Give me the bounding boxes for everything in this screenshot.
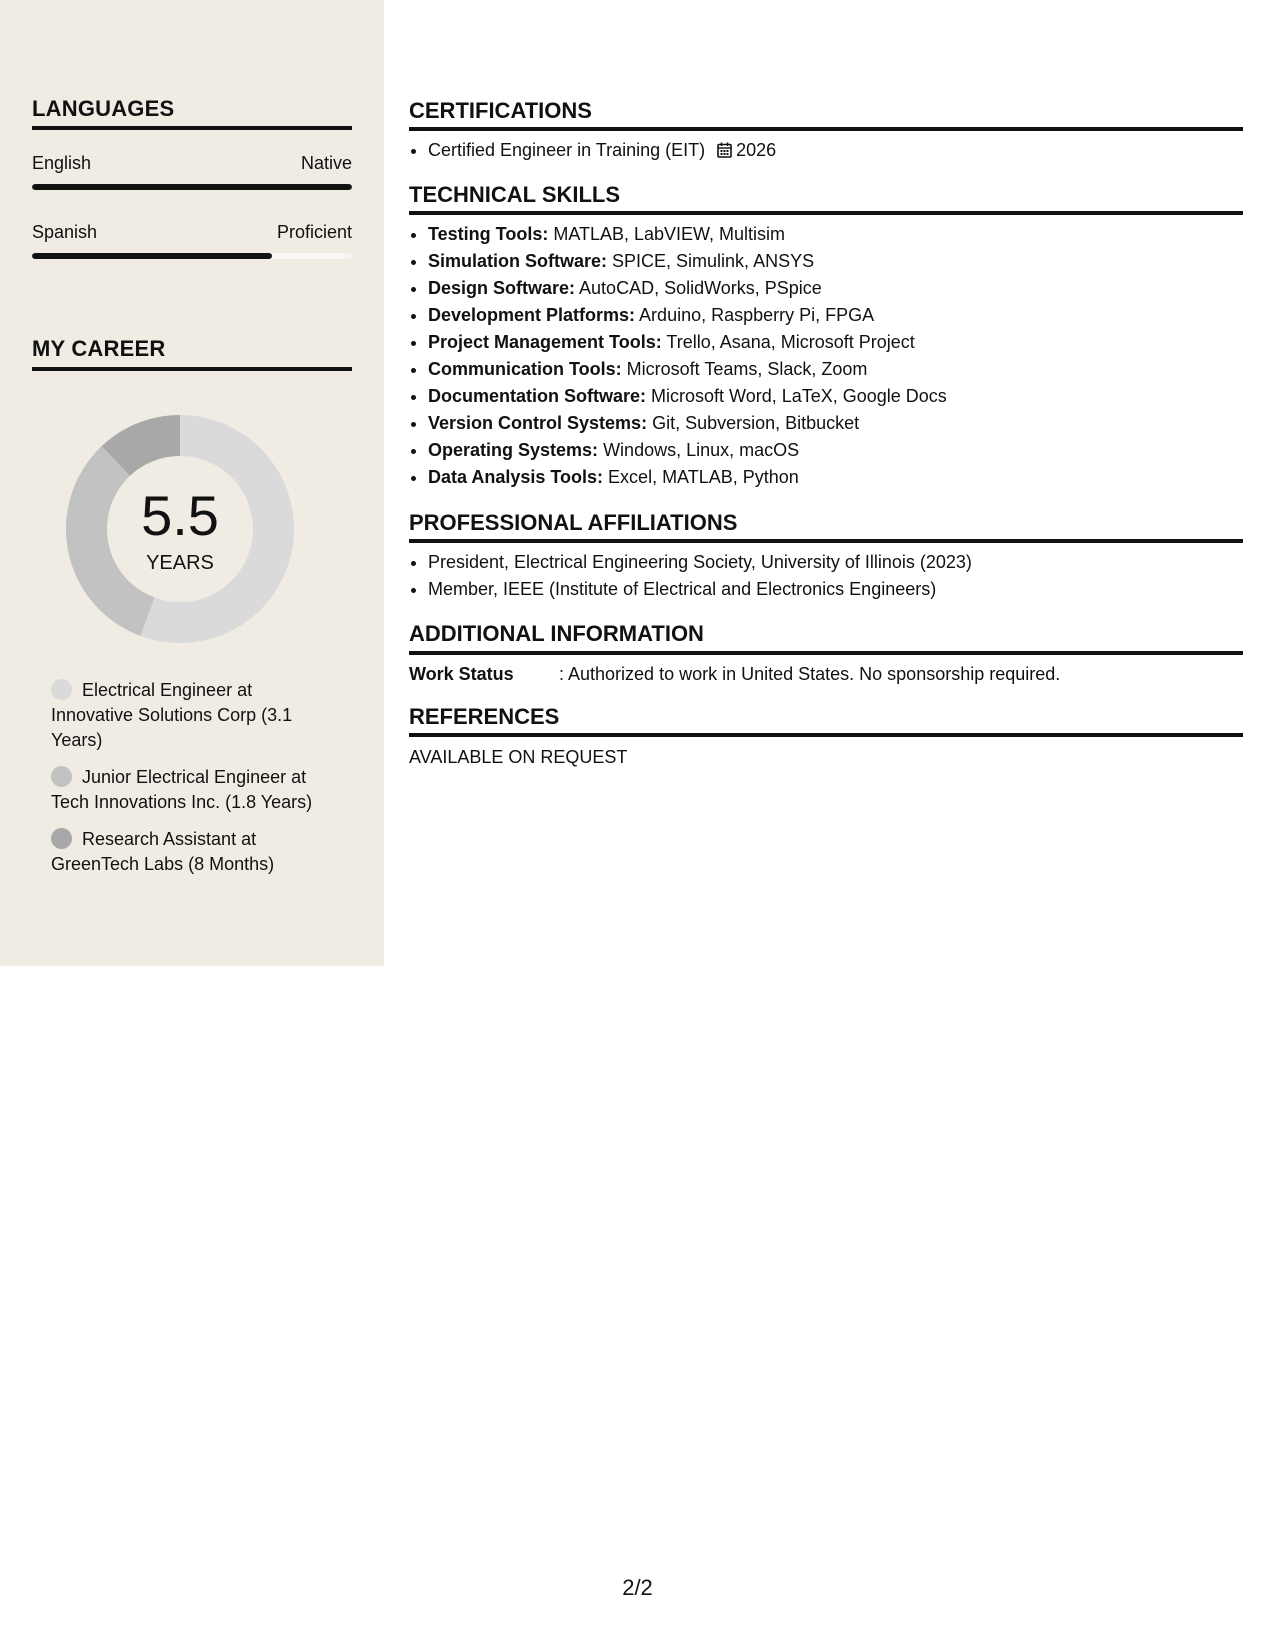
certifications-heading: CERTIFICATIONS: [409, 98, 592, 123]
additional-info-heading: ADDITIONAL INFORMATION: [409, 621, 704, 646]
skill-category: Communication Tools:: [428, 359, 622, 379]
skill-item: [428, 383, 1262, 410]
language-row: [32, 153, 352, 174]
career-divider: [32, 367, 352, 371]
references-divider: [409, 733, 1243, 737]
career-legend-item: [51, 827, 336, 877]
career-total-unit: YEARS: [146, 552, 214, 574]
skill-category: Documentation Software:: [428, 386, 647, 406]
sidebar: [0, 0, 384, 966]
work-status-label: Work Status: [409, 664, 514, 684]
page-number: 2/2: [622, 1575, 653, 1600]
legend-swatch: [51, 766, 72, 787]
language-name: Spanish: [32, 222, 98, 242]
skill-item: [428, 302, 1262, 329]
skill-category: Design Software:: [428, 278, 576, 298]
skill-values: Trello, Asana, Microsoft Project: [661, 332, 915, 352]
career-legend-item: [51, 678, 336, 753]
career-legend-label: Electrical Engineer at Innovative Solutions Corp (3.1 Years): [51, 680, 293, 750]
skill-item: [428, 221, 1262, 248]
language-level: Native: [300, 153, 352, 173]
skill-values: Excel, MATLAB, Python: [603, 467, 799, 487]
career-legend-label: Research Assistant at GreenTech Labs (8 Months): [51, 829, 275, 874]
affiliation-item: • Member, IEEE (Institute of Electrical and Electronics Engineers): [428, 576, 1262, 603]
technical-skills-list: [409, 221, 1262, 491]
skill-category: Development Platforms:: [428, 305, 636, 325]
affiliations-heading: PROFESSIONAL AFFILIATIONS: [409, 510, 738, 535]
skill-values: Arduino, Raspberry Pi, FPGA: [635, 305, 875, 325]
skill-item: [428, 275, 1262, 302]
language-proficiency-bar: [32, 184, 352, 190]
language-proficiency-bar: [32, 253, 352, 259]
career-legend-item: [51, 765, 336, 815]
language-row: [32, 222, 352, 243]
skill-values: SPICE, Simulink, ANSYS: [607, 251, 815, 271]
languages-heading: LANGUAGES: [32, 96, 175, 121]
skill-values: MATLAB, LabVIEW, Multisim: [548, 224, 786, 244]
language-proficiency-fill: [32, 253, 272, 259]
skill-category: Project Management Tools:: [428, 332, 662, 352]
calendar-icon: [717, 142, 732, 158]
skill-category: Testing Tools:: [428, 224, 549, 244]
skill-values: Microsoft Word, LaTeX, Google Docs: [646, 386, 947, 406]
skill-values: Windows, Linux, macOS: [598, 440, 800, 460]
affiliations-divider: [409, 539, 1243, 543]
career-total-years: 5.5: [141, 484, 219, 547]
certification-name: Certified Engineer in Training (EIT): [428, 140, 706, 160]
affiliations-list: [409, 549, 1262, 603]
certification-year: 2026: [736, 140, 777, 160]
skill-item: [428, 464, 1262, 491]
references-heading: REFERENCES: [409, 704, 560, 729]
skill-category: Version Control Systems:: [428, 413, 648, 433]
career-heading: MY CAREER: [32, 336, 166, 361]
skill-item: [428, 356, 1262, 383]
skill-category: Operating Systems:: [428, 440, 599, 460]
languages-divider: [32, 126, 352, 130]
language-level: Proficient: [276, 222, 352, 242]
technical-skills-heading: TECHNICAL SKILLS: [409, 182, 621, 207]
additional-info-divider: [409, 651, 1243, 655]
certifications-list: [409, 137, 1262, 164]
skill-item: [428, 248, 1262, 275]
legend-swatch: [51, 679, 72, 700]
certification-item: [428, 137, 1262, 164]
language-proficiency-fill: [32, 184, 352, 190]
skill-item: [428, 329, 1262, 356]
career-donut-chart: [65, 414, 295, 644]
career-legend-label: Junior Electrical Engineer at Tech Innovations Inc. (1.8 Years): [51, 767, 313, 812]
skill-category: Simulation Software:: [428, 251, 608, 271]
legend-swatch: [51, 828, 72, 849]
donut-center: [65, 414, 295, 644]
technical-skills-divider: [409, 211, 1243, 215]
language-name: English: [32, 153, 92, 173]
skill-item: [428, 437, 1262, 464]
affiliation-item: • President, Electrical Engineering Society, University of Illinois (2023): [428, 549, 1262, 576]
work-status-value: : Authorized to work in United States. No sponsorship required.: [559, 664, 1061, 684]
skill-category: Data Analysis Tools:: [428, 467, 604, 487]
skill-values: Git, Subversion, Bitbucket: [647, 413, 860, 433]
skill-values: Microsoft Teams, Slack, Zoom: [621, 359, 868, 379]
references-text: AVAILABLE ON REQUEST: [409, 747, 628, 767]
work-status-row: [409, 664, 1060, 685]
certifications-divider: [409, 127, 1243, 131]
skill-item: [428, 410, 1262, 437]
skill-values: AutoCAD, SolidWorks, PSpice: [575, 278, 822, 298]
